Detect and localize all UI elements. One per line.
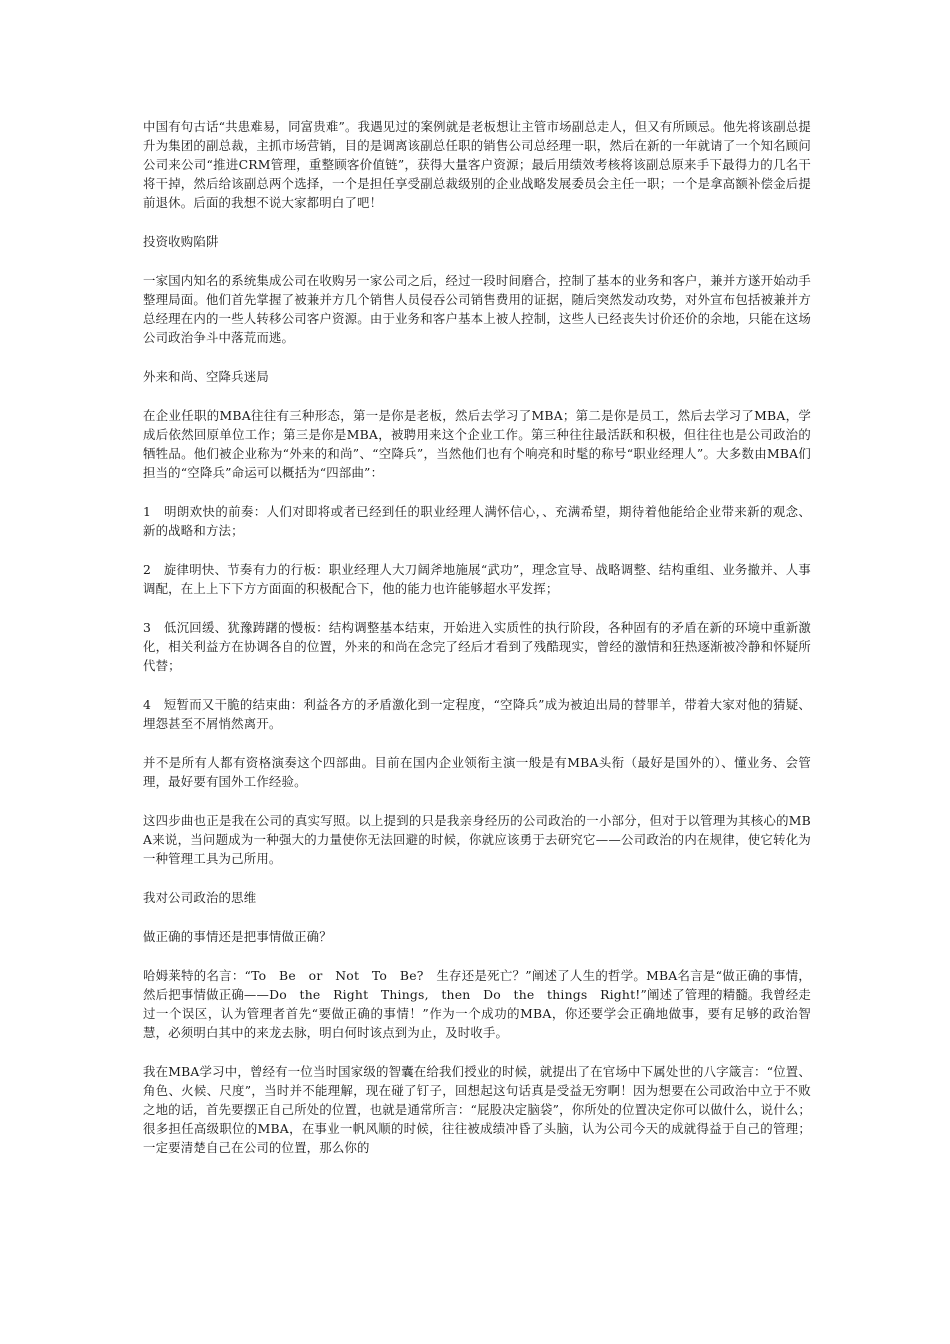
list-item-4: 4 短暂而又干脆的结束曲：利益各方的矛盾激化到一定程度，“空降兵”成为被迫出局的替罪羊，带着大家对他的猜疑、埋怨甚至不屑悄然离开。 — [143, 697, 811, 731]
paragraph-mba-study: 我在MBA学习中，曾经有一位当时国家级的智囊在给我们授业的时候，就提出了在官场中下属处世的八字箴言：“位置、角色、火候、尺度”，当时并不能理解，现在碰了钉子，回想起这句话真是受益无穷啊！因为想要在公司政治中立于不败之地的话，首先要摆正自己所处的位置，也就是通常所言：“屁股决定脑袋”，你所处的位置决定你可以做什么，说什么；很多担任高级职位的MBA，在事业一帆风顺的时候，往往被成绩冲昏了头脑，认为公司今天的成就得益于自己的管理；一定要清楚自己在公司的位置，那么你的 — [143, 1064, 811, 1155]
document-body — [143, 117, 811, 1157]
heading-outsider-paratrooper: 外来和尚、空降兵迷局 — [143, 369, 269, 384]
paragraph-mba-forms: 在企业任职的MBA往往有三种形态，第一是你是老板，然后去学习了MBA；第二是你是员工，然后去学习了MBA，学成后依然回原单位工作；第三是你是MBA，被聘用来这个企业工作。第三种往往最活跃和积极，但往往也是公司政治的牺牲品。他们被企业称为“外来的和尚”、“空降兵”，当然他们也有个响亮和时髦的称号“职业经理人”。大多数由MBA们担当的“空降兵”命运可以概括为“四部曲”： — [143, 408, 811, 480]
paragraph-hamlet: 哈姆莱特的名言：“To Be or Not To Be? 生存还是死亡？”阐述了人生的哲学。MBA名言是“做正确的事情，然后把事情做正确——Do the Right Things, then Do the things Right!”阐述了管理的精髓。我曾经走过一个误区，认为管理者首先“要做正确的事情！”作为一个成功的MBA，你还要学会正确地做事，要有足够的政治智慧，必须明白其中的来龙去脉，明白何时该点到为止，及时收手。 — [143, 968, 811, 1040]
list-item-1: 1 明朗欢快的前奏：人们对即将或者已经到任的职业经理人满怀信心，、充满希望，期待着他能给企业带来新的观念、新的战略和方法； — [143, 504, 811, 538]
heading-investment-trap: 投资收购陷阱 — [143, 234, 219, 249]
paragraph-acquisition: 一家国内知名的系统集成公司在收购另一家公司之后，经过一段时间磨合，控制了基本的业务和客户，兼并方遂开始动手整理局面。他们首先掌握了被兼并方几个销售人员侵吞公司销售费用的证据，随后突然发动攻势，对外宣布包括被兼并方总经理在内的一些人转移公司客户资源。由于业务和客户基本上被人控制，这些人已经丧失讨价还价的余地，只能在这场公司政治争斗中落荒而逃。 — [143, 273, 811, 345]
heading-my-thinking: 我对公司政治的思维 — [143, 890, 257, 905]
list-item-2: 2 旋律明快、节奏有力的行板：职业经理人大刀阔斧地施展“武功”，理念宣导、战略调整、结构重组、业务撤并、人事调配，在上上下下方方面面的积极配合下，他的能力也许能够超水平发挥； — [143, 562, 811, 596]
heading-right-things: 做正确的事情还是把事情做正确？ — [143, 929, 332, 944]
paragraph-four-steps: 这四步曲也正是我在公司的真实写照。以上提到的只是我亲身经历的公司政治的一小部分，但对于以管理为其核心的MBA来说，当问题成为一种强大的力量使你无法回避的时候，你就应该勇于去研究它——公司政治的内在规律，使它转化为一种管理工具为己所用。 — [143, 813, 811, 866]
paragraph-qualification: 并不是所有人都有资格演奏这个四部曲。目前在国内企业领衔主演一般是有MBA头衔（最好是国外的）、懂业务、会管理，最好要有国外工作经验。 — [143, 755, 811, 789]
list-item-3: 3 低沉回缓、犹豫踌躇的慢板：结构调整基本结束，开始进入实质性的执行阶段，各种固有的矛盾在新的环境中重新激化，相关利益方在协调各自的位置，外来的和尚在念完了经后才看到了残酷现实，曾经的激情和狂热逐渐被冷静和怀疑所代替； — [143, 620, 811, 673]
paragraph-intro-case: 中国有句古话“共患难易，同富贵难”。我遇见过的案例就是老板想让主管市场副总走人，但又有所顾忌。他先将该副总提升为集团的副总裁，主抓市场营销，目的是调离该副总任职的销售公司总经理一职，然后在新的一年就请了一个知名顾问公司来公司“推进CRM管理，重整顾客价值链”，获得大量客户资源；最后用绩效考核将该副总原来手下最得力的几名干将干掉，然后给该副总两个选择，一个是担任享受副总裁级别的企业战略发展委员会主任一职；一个是拿高额补偿金后提前退休。后面的我想不说大家都明白了吧！ — [143, 119, 811, 210]
